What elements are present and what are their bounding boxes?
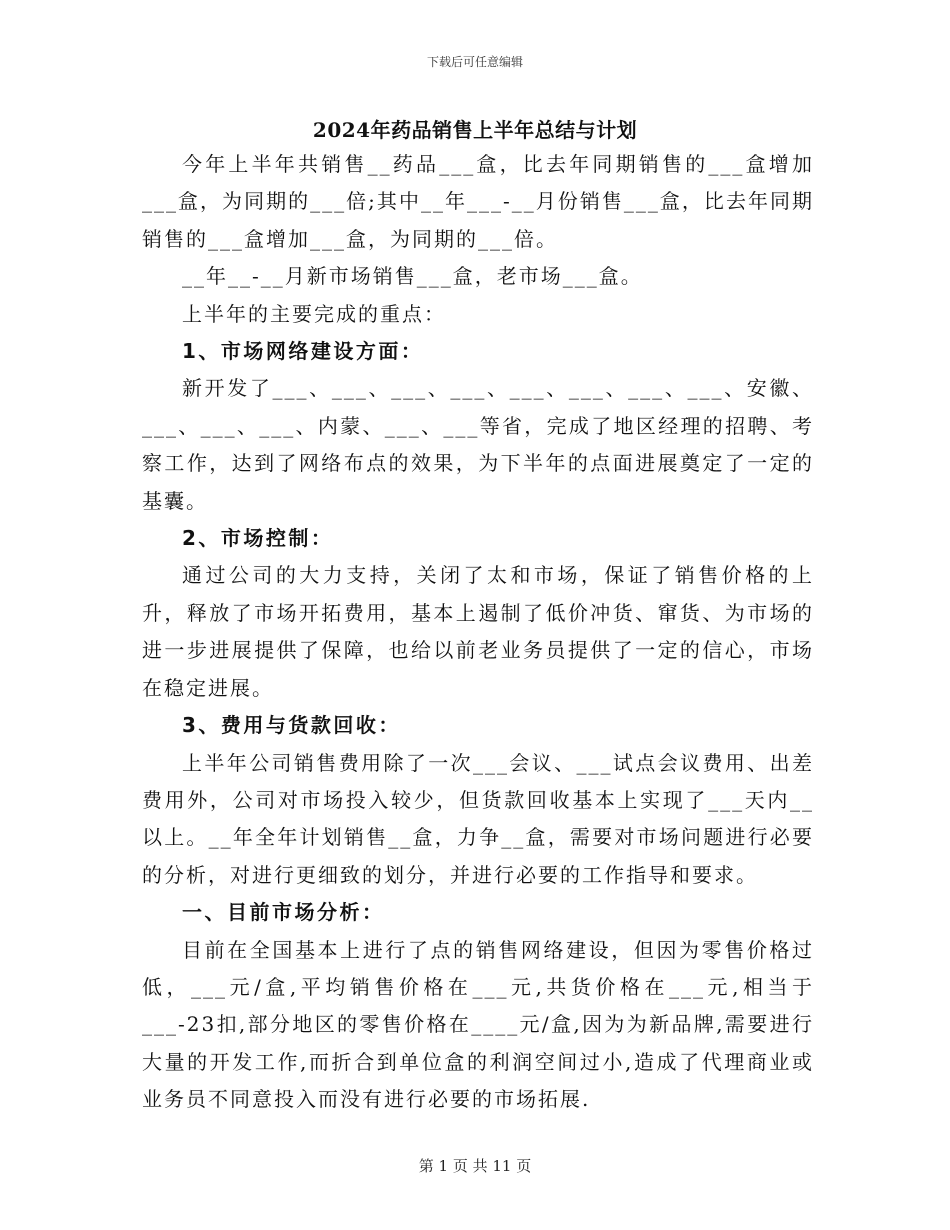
paragraph-expenses: 上半年公司销售费用除了一次___会议、___试点会议费用、出差费用外，公司对市场投入较少，但货款回收基本上实现了___天内__以上。__年全年计划销售__盒，力争__盒，需要对市场问题进行必要的分析，对进行更细致的划分，并进行必要的工作指导和要求。 <box>142 750 814 887</box>
paragraph-key-points-intro: 上半年的主要完成的重点： <box>182 301 446 326</box>
paragraph-sales-summary: 今年上半年共销售__药品___盒，比去年同期销售的___盒增加___盒，为同期的___倍;其中__年___-__月份销售___盒，比去年同期销售的___盒增加___盒，为同期的___倍。 <box>142 152 814 251</box>
paragraph-market-sales: __年__-__月新市场销售___盒，老市场___盒。 <box>182 264 643 289</box>
paragraph-network: 新开发了___、___、___、___、___、___、___、___、安徽、___、___、___、内蒙、___、___等省，完成了地区经理的招聘、考察工作，达到了网络布点的效果，为下半年的点面进展奠定了一定的基囊。 <box>142 376 814 513</box>
section-heading-expenses: 3、费用与货款回收： <box>182 713 401 738</box>
section-heading-market-control: 2、市场控制： <box>182 526 334 551</box>
document-title: 2024年药品销售上半年总结与计划 <box>312 118 638 142</box>
page-number: 第 1 页 共 11 页 <box>418 1157 532 1175</box>
section-heading-market-analysis: 一、目前市场分析： <box>182 900 385 925</box>
document-body <box>142 146 814 1119</box>
paragraph-market-control: 通过公司的大力支持，关闭了太和市场，保证了销售价格的上升，释放了市场开拓费用，基本上遏制了低价冲货、窜货、为市场的进一步进展提供了保障，也给以前老业务员提供了一定的信心，市场在稳定进展。 <box>142 563 814 700</box>
paragraph-market-analysis: 目前在全国基本上进行了点的销售网络建设，但因为零售价格过低，___元/盒,平均销售价格在___元,共货价格在___元,相当于___-23扣,部分地区的零售价格在____元/盒,因为为新品牌,需要进行大量的开发工作,而折合到单位盒的利润空间过小,造成了代理商业或业务员不同意投入而没有进行必要的市场拓展. <box>142 937 814 1112</box>
section-heading-network: 1、市场网络建设方面： <box>182 339 424 364</box>
header-note: 下载后可任意编辑 <box>426 55 523 69</box>
